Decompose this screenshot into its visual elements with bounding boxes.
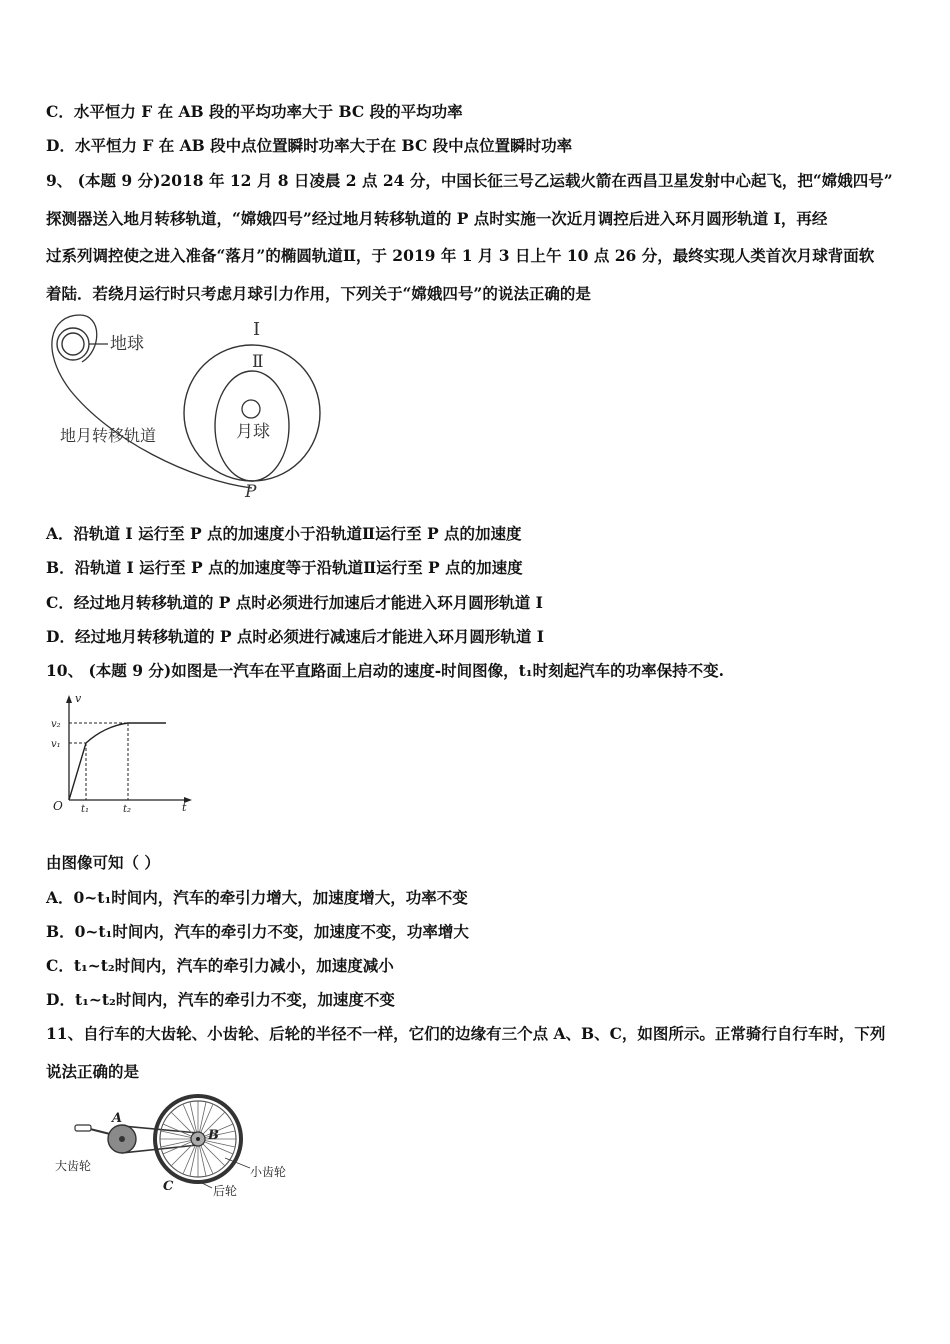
pedal bbox=[75, 1125, 91, 1131]
q9-stem-line-3: 过系列调控使之进入准备“落月”的椭圆轨道Ⅱ，于 2019 年 1 月 3 日上午 10 点 26 分，最终实现人类首次月球背面软 bbox=[46, 246, 875, 265]
moon-circle bbox=[242, 400, 260, 418]
v1-label: v₁ bbox=[51, 739, 61, 750]
q9-stem-line-2: 探测器送入地月转移轨道，“嫦娥四号”经过地月转移轨道的 P 点时实施一次近月调控后进入环月圆形轨道 I，再经 bbox=[46, 209, 828, 228]
point-p-label: P bbox=[245, 482, 257, 502]
q9-option-c: C．经过地月转移轨道的 P 点时必须进行加速后才能进入环月圆形轨道 I bbox=[46, 593, 543, 612]
q11-stem-line-2: 说法正确的是 bbox=[46, 1062, 140, 1081]
orbit-2-label: Ⅱ bbox=[252, 352, 264, 372]
q10-option-d: D．t₁~t₂时间内，汽车的牵引力不变，加速度不变 bbox=[46, 990, 395, 1009]
point-b-label: B bbox=[208, 1128, 219, 1143]
rear-wheel-label: 后轮 bbox=[213, 1184, 238, 1198]
transfer-orbit-label: 地月转移轨道 bbox=[60, 426, 157, 445]
q11-bicycle-figure bbox=[50, 1092, 300, 1204]
v-axis-label: v bbox=[75, 692, 82, 705]
orbit-1-label: Ⅰ bbox=[253, 319, 261, 340]
q10-vt-graph bbox=[48, 690, 198, 815]
v-axis-arrow bbox=[66, 695, 72, 703]
t2-label: t₂ bbox=[123, 804, 132, 815]
q10-option-a: A．0~t₁时间内，汽车的牵引力增大，加速度增大，功率不变 bbox=[46, 888, 468, 907]
q9-option-d: D．经过地月转移轨道的 P 点时必须进行减速后才能进入环月圆形轨道 I bbox=[46, 627, 545, 646]
q8-option-d: D．水平恒力 F 在 AB 段中点位置瞬时功率大于在 BC 段中点位置瞬时功率 bbox=[46, 136, 573, 155]
q9-stem-line-4: 着陆．若绕月运行时只考虑月球引力作用，下列关于“嫦娥四号”的说法正确的是 bbox=[46, 284, 591, 303]
q10-stem: 10、 (本题 9 分)如图是一汽车在平直路面上启动的速度-时间图像，t₁时刻起汽车的功率保持不变. bbox=[46, 661, 724, 680]
point-c-label: C bbox=[163, 1179, 174, 1194]
q9-stem-line-1: 9、 (本题 9 分)2018 年 12 月 8 日凌晨 2 点 24 分，中国长征三号乙运载火箭在西昌卫星发射中心起飞，把“嫦娥四号” bbox=[46, 171, 893, 190]
q9-option-a: A．沿轨道 I 运行至 P 点的加速度小于沿轨道Ⅱ运行至 P 点的加速度 bbox=[46, 524, 522, 543]
big-gear-hub bbox=[119, 1136, 125, 1142]
q10-option-c: C．t₁~t₂时间内，汽车的牵引力减小，加速度减小 bbox=[46, 956, 394, 975]
t1-label: t₁ bbox=[81, 804, 90, 815]
q9-orbit-figure bbox=[40, 310, 340, 505]
big-gear-label: 大齿轮 bbox=[55, 1159, 92, 1173]
transfer-orbit-curve bbox=[52, 315, 252, 488]
velocity-curve bbox=[69, 723, 166, 800]
small-gear-hub bbox=[196, 1137, 200, 1141]
q11-stem-line-1: 11、自行车的大齿轮、小齿轮、后轮的半径不一样，它们的边缘有三个点 A、B、C，如图所示。正常骑行自行车时，下列 bbox=[46, 1024, 886, 1043]
q10-prompt: 由图像可知（ ） bbox=[46, 853, 160, 872]
earth-inner-circle bbox=[62, 333, 84, 355]
v2-label: v₂ bbox=[51, 719, 61, 730]
small-gear-label: 小齿轮 bbox=[250, 1165, 287, 1179]
moon-label: 月球 bbox=[236, 422, 270, 442]
q8-option-c: C．水平恒力 F 在 AB 段的平均功率大于 BC 段的平均功率 bbox=[46, 102, 463, 121]
origin-label: O bbox=[53, 799, 63, 813]
q9-option-b: B．沿轨道 I 运行至 P 点的加速度等于沿轨道Ⅱ运行至 P 点的加速度 bbox=[46, 558, 523, 577]
q10-option-b: B．0~t₁时间内，汽车的牵引力不变，加速度不变，功率增大 bbox=[46, 922, 469, 941]
t-axis-label: t bbox=[182, 801, 187, 814]
point-a-label: A bbox=[112, 1111, 123, 1126]
earth-label: 地球 bbox=[110, 334, 144, 354]
